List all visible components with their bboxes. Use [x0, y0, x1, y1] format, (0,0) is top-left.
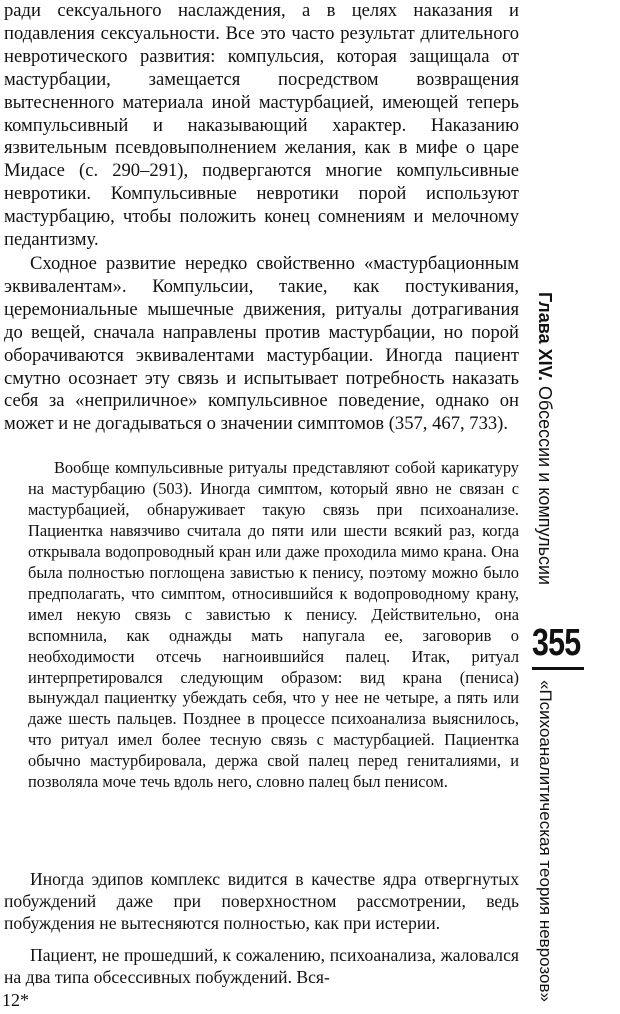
- page-number: 355: [532, 622, 581, 664]
- page-number-rule: [532, 667, 584, 670]
- paragraph: ради сексуального наслаждения, а в целях наказания и подавления сексуальности. Все это часто результат длительного невротического развития: компульсия, которая защищала от мастурбации, замещается посредством возвращения вытесненного материала иной мастурбацией, имеющей теперь компульсивный и наказывающий характер. Наказанию язвительным псевдовыполнением желания, как в мифе о царе Мидасе (с. 290–291), подвергаются многие компульсивные невротики. Компульсивные невротики порой используют мастурбацию, чтобы положить конец сомнениям и мелочному педантизму.: [4, 0, 519, 251]
- main-text: [4, 0, 519, 436]
- chapter-header: [534, 292, 555, 585]
- book-title: «Психоаналитическая теория неврозов»: [536, 680, 555, 1002]
- paragraph: Иногда эдипов комплекс видится в качестве ядра отвергнутых побуждений даже при поверхностном рассмотрении, ведь побуждения не вытесняются полностью, как при истерии.: [4, 869, 519, 933]
- chapter-title: Обсессии и компульсии: [535, 385, 555, 586]
- after-block: [4, 868, 519, 988]
- signature-mark: 12*: [2, 990, 29, 1010]
- paragraph: Пациент, не прошедший, к сожалению, психоанализа, жаловался на два типа обсессивных побуждений. Вся-: [4, 945, 519, 987]
- case-study-text: Вообще компульсивные ритуалы представляют собой карикатуру на мастурбацию (503). Иногда симптом, который явно не связан с мастурбацией, обнаруживает такую связь при психоанализе. Пациентка навязчиво считала до пяти или шести всякий раз, когда открывала водопроводный кран или даже проходила мимо крана. Она была полностью поглощена завистью к пенису, поэтому можно было предполагать, что симптом, относившийся к водопроводному крану, имел некую связь с завистью к пенису. Действительно, она вспомнила, как однажды мать напугала ее, заговорив о необходимости отсечь нагноившийся палец. Итак, ритуал интерпретировался следующим образом: вид крана (пениса) вынуждал пациентку убеждать себя, что у нее не четыре, а пять или даже шесть пальцев. Позднее в процессе психоанализа выяснилось, что ритуал имел более тесную связь с мастурбацией. Пациентка обычно мастурбировала, держа свой палец перед гениталиями, и позволяла моче течь вдоль него, словно палец был пенисом.: [28, 458, 519, 792]
- paragraph: Сходное развитие нередко свойственно «мастурбационным эквивалентам». Компульсии, такие, как постукивания, церемониальные мышечные движения, ритуалы дотрагивания до вещей, сначала направлены против мастурбации, но порой оборачиваются эквивалентами мастурбации. Иногда пациент смутно осознает эту связь и испытывает потребность наказать себя за «неприличное» компульсивное поведение, однако он может и не догадываться о значении симптомов (357, 467, 733).: [4, 252, 519, 435]
- chapter-label: Глава XIV.: [535, 292, 555, 381]
- case-study-block: [28, 458, 519, 793]
